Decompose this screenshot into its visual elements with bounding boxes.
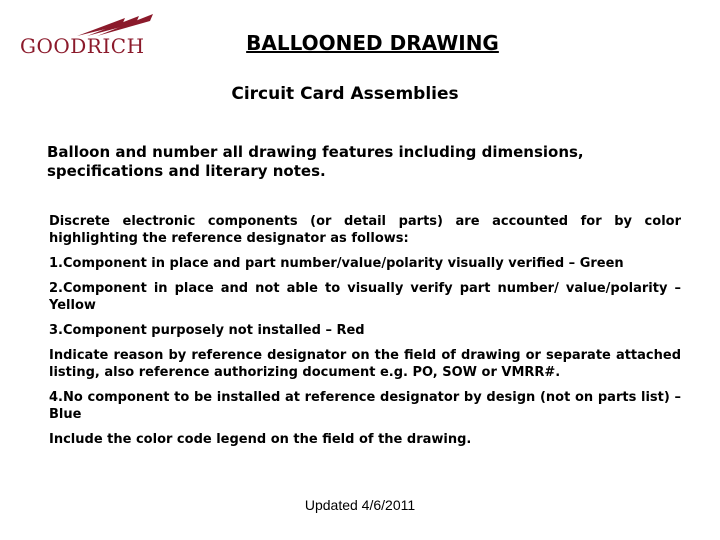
instruction-item-blue: 4.No component to be installed at reference designator by design (not on parts list) – Blue (49, 390, 681, 422)
logo-wordmark: GOODRICH (20, 34, 145, 58)
page-title: BALLOONED DRAWING (246, 31, 499, 55)
instruction-paragraph: Discrete electronic components (or detail parts) are accounted for by color highlighting the reference designator as follows: (49, 214, 681, 246)
instruction-item-red: 3.Component purposely not installed – Red (49, 323, 365, 338)
instruction-item-green: 1.Component in place and part number/value/polarity visually verified – Green (49, 256, 624, 271)
instruction-paragraph: Indicate reason by reference designator on the field of drawing or separate attached listing, also reference authorizing document e.g. PO, SOW or VMRR#. (49, 348, 681, 380)
instructions-block (49, 213, 681, 456)
intro-paragraph: Balloon and number all drawing features including dimensions, specifications and literary notes. (47, 143, 584, 180)
instruction-item-yellow: 2.Component in place and not able to visually verify part number/ value/polarity – Yellow (49, 281, 681, 313)
updated-date: Updated 4/6/2011 (304, 497, 416, 513)
instruction-paragraph: Include the color code legend on the field of the drawing. (49, 432, 472, 447)
page-subtitle: Circuit Card Assemblies (231, 84, 459, 104)
